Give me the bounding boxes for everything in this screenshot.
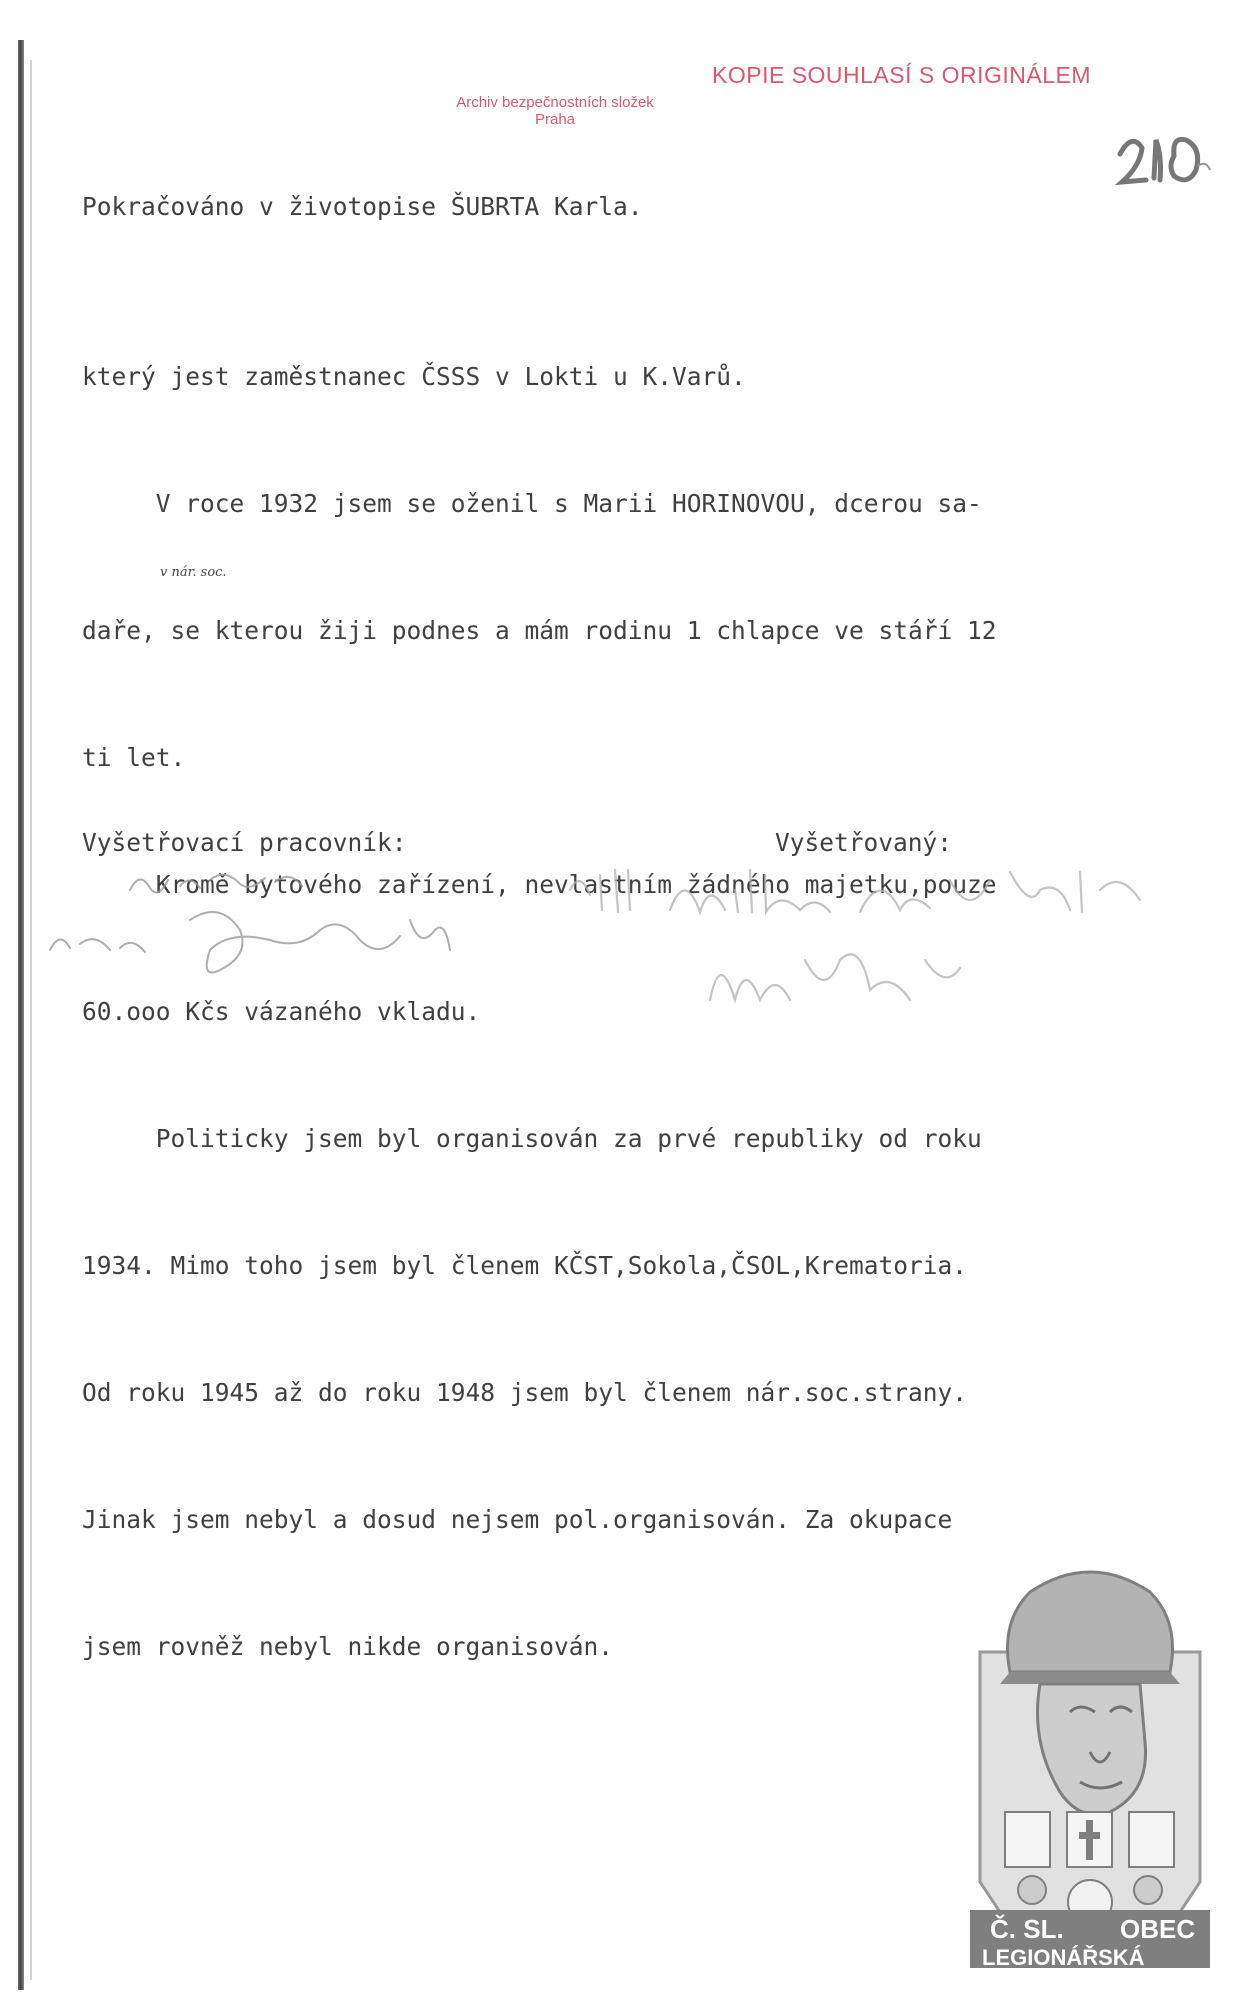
body-line: 1934. Mimo toho jsem byl členem KČST,Sokola,ČSOL,Krematoria. (82, 1251, 968, 1280)
body-line: Od roku 1945 až do roku 1948 jsem byl členem nár.soc.strany. (82, 1378, 968, 1407)
investigated-label: Vyšetřovaný: (775, 828, 953, 857)
copy-verification-stamp: KOPIE SOUHLASÍ S ORIGINÁLEM (712, 62, 1092, 88)
body-line: který jest zaměstnanec ČSSS v Lokti u K.Varů. (82, 362, 746, 391)
handwritten-page-number (1112, 126, 1212, 196)
logo-text-csl: Č. SL. (990, 1914, 1064, 1944)
archive-stamp-name: Archiv bezpečnostních složek (456, 94, 654, 111)
binding-edge (18, 40, 24, 1990)
legion-logo (960, 1562, 1220, 1968)
binding-shadow (30, 60, 32, 1980)
body-line: jsem rovněž nebyl nikde organisován. (82, 1632, 614, 1661)
body-line: ti let. (82, 743, 186, 772)
body-line: Jinak jsem nebyl a dosud nejsem pol.organisován. Za okupace (82, 1505, 953, 1534)
document-header: Pokračováno v životopise ŠUBRTA Karla. (82, 192, 643, 221)
body-line: V roce 1932 jsem se oženil s Marii HORINOVOU, dcerou sa- (82, 489, 982, 518)
handwritten-insert: v nár. soc. (160, 565, 227, 580)
body-line: 60.ooo Kčs vázaného vkladu. (82, 997, 481, 1026)
archive-stamp-city: Praha (534, 111, 576, 128)
body-line: Kromě bytového zařízení, nevlastním žádného majetku,pouze (82, 870, 997, 899)
investigator-label: Vyšetřovací pracovník: (82, 828, 407, 857)
logo-text-legionarska: LEGIONÁŘSKÁ (982, 1945, 1145, 1968)
logo-text-obec: OBEC (1120, 1914, 1196, 1944)
investigator-signature (40, 860, 460, 1000)
body-line: daře, se kterou žiji podnes a mám rodinu 1 chlapce ve stáří 12 (82, 616, 997, 645)
body-line: Politicky jsem byl organisován za prvé republiky od roku (82, 1124, 982, 1153)
archive-stamp (420, 94, 690, 128)
investigated-signature (560, 850, 1160, 1020)
